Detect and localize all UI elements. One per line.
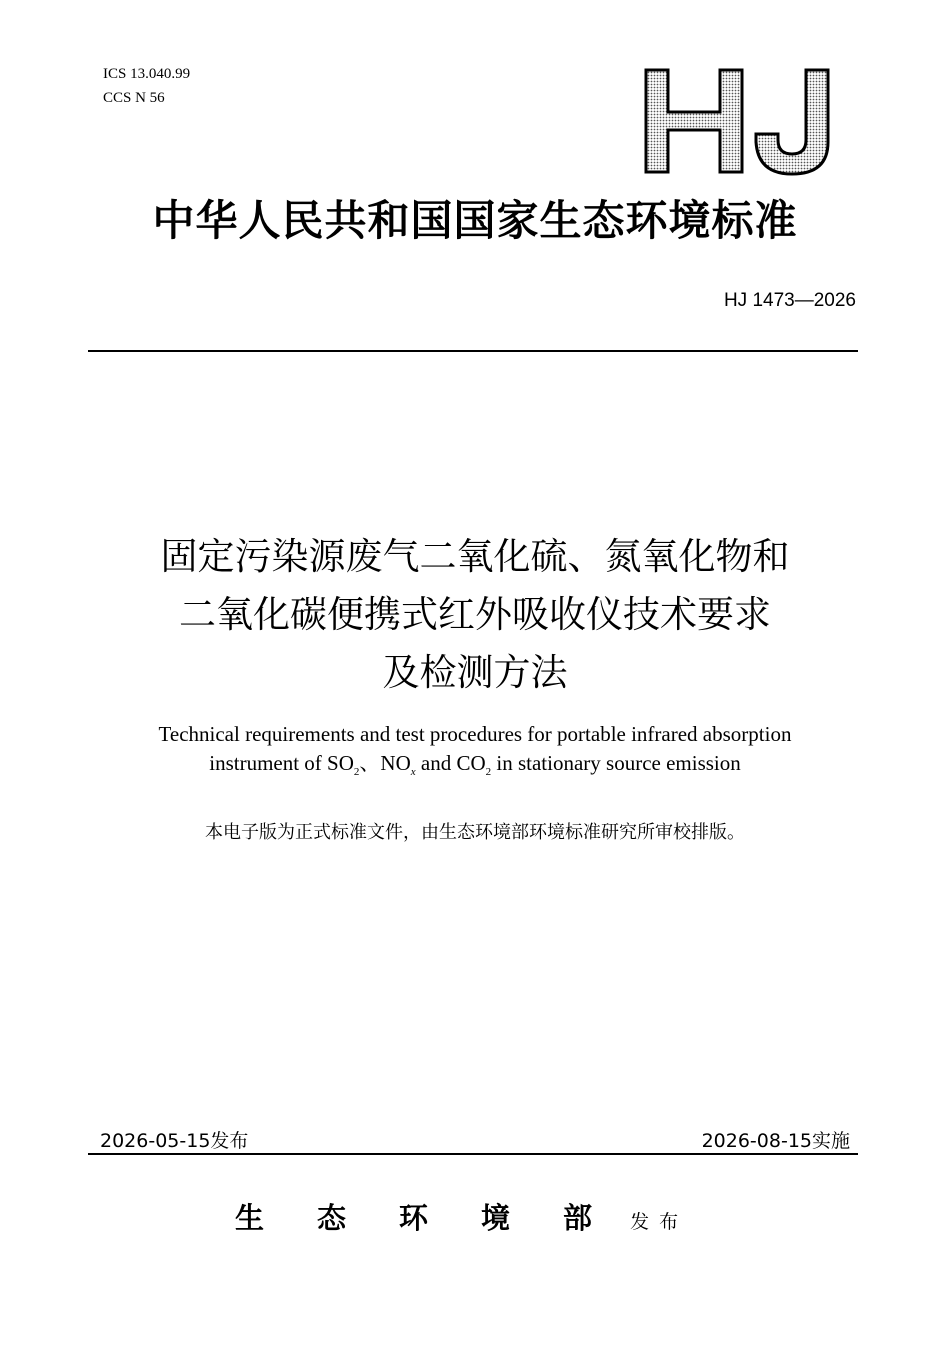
english-title-line-2: instrument of $SO_2$、$NO_x$ and $CO_2$ in stationary source emission — [209, 751, 741, 779]
issue-date: 2026-05-15发布 — [100, 1130, 249, 1152]
issuer — [235, 1196, 688, 1237]
ccs-code: CCS N 56 — [103, 90, 165, 106]
english-title — [0, 720, 950, 787]
org-title: 中华人民共和国国家生态环境标准 — [152, 196, 798, 245]
bottom-divider — [88, 1153, 858, 1155]
chinese-title-line-1: 固定污染源废气二氧化硫、氮氧化物和 — [160, 535, 790, 578]
top-divider — [88, 350, 858, 352]
ics-code: ICS 13.040.99 — [103, 66, 191, 82]
chinese-title-line-3: 及检测方法 — [382, 651, 568, 694]
issuer-name: 生态环境部 — [235, 1201, 646, 1235]
english-title-line-1: Technical requirements and test procedures for portable infrared absorption — [158, 722, 792, 746]
electronic-edition-notice: 本电子版为正式标准文件，由生态环境部环境标准研究所审校排版。 — [205, 822, 745, 843]
standard-number: HJ 1473—2026 — [723, 290, 856, 311]
hj-logo — [638, 62, 838, 182]
chinese-title-line-2: 二氧化碳便携式红外吸收仪技术要求 — [179, 593, 771, 636]
classification-codes — [103, 62, 190, 110]
issuer-action: 发布 — [630, 1211, 689, 1233]
effective-date: 2026-08-15实施 — [701, 1130, 850, 1152]
chinese-title — [0, 528, 950, 702]
